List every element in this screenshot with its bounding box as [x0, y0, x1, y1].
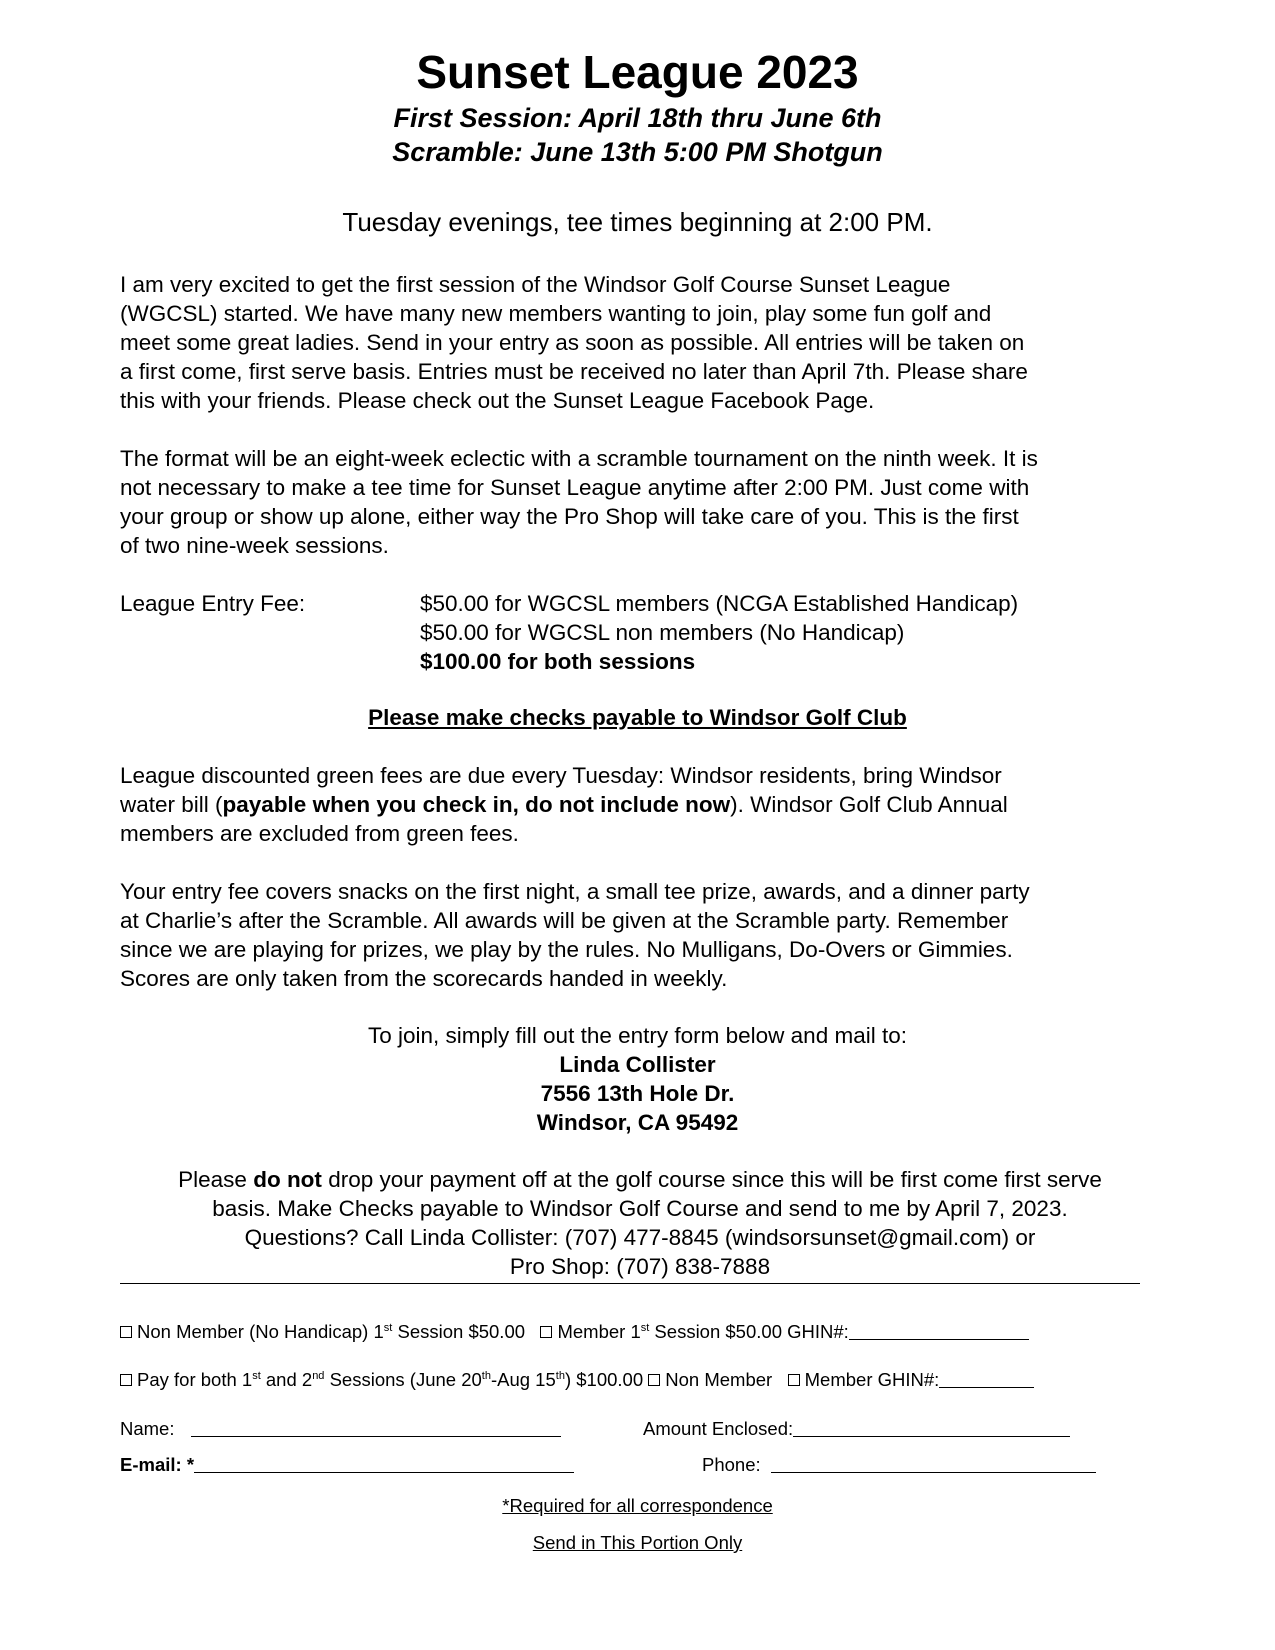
- pro-shop-line: Pro Shop: (707) 838-7888: [509, 1254, 771, 1279]
- email-field[interactable]: [194, 1454, 574, 1473]
- member-first-session-checkbox[interactable]: [540, 1326, 552, 1338]
- payment-line: basis. Make Checks payable to Windsor Golf Course and send to me by April 7, 2023.: [212, 1196, 1068, 1221]
- ghin-field-2[interactable]: [939, 1369, 1034, 1388]
- mail-city: Windsor, CA 95492: [536, 1110, 739, 1135]
- cut-line: [120, 1283, 1140, 1284]
- entry-fee-line: since we are playing for prizes, we play by the rules. No Mulligans, Do-Overs or Gimmies.: [120, 937, 1013, 962]
- name-row: [120, 1417, 561, 1441]
- mail-recipient: Linda Collister: [559, 1052, 716, 1077]
- fee-list: [420, 589, 1018, 676]
- format-line: of two nine-week sessions.: [120, 533, 389, 558]
- green-fees-emphasis: payable when you check in, do not include now: [222, 792, 731, 817]
- required-note: *Required for all correspondence: [502, 1495, 773, 1516]
- format-line: The format will be an eight-week eclectic with a scramble tournament on the ninth week. It is: [120, 446, 1038, 471]
- page-title: Sunset League 2023: [416, 46, 859, 98]
- green-fees-line: League discounted green fees are due every Tuesday: Windsor residents, bring Windsor: [120, 763, 1002, 788]
- fee-member: $50.00 for WGCSL members (NCGA Established Handicap): [420, 591, 1019, 616]
- green-fees-paragraph: [120, 761, 1160, 848]
- green-fees-line: members are excluded from green fees.: [120, 821, 519, 846]
- phone-row: [702, 1453, 1096, 1477]
- scramble-date: Scramble: June 13th 5:00 PM Shotgun: [392, 137, 883, 167]
- both-sessions-checkbox[interactable]: [120, 1374, 132, 1386]
- payment-line: Please do not drop your payment off at the golf course since this will be first come first serve: [178, 1167, 1102, 1192]
- entry-fee-line: Your entry fee covers snacks on the first night, a small tee prize, awards, and a dinner party: [120, 879, 1030, 904]
- format-line: your group or show up alone, either way the Pro Shop will take care of you. This is the first: [120, 504, 1019, 529]
- intro-paragraph: [120, 270, 1160, 415]
- payment-instructions: [110, 1165, 1170, 1281]
- fee-non-member: $50.00 for WGCSL non members (No Handicap): [420, 620, 905, 645]
- fee-label: League Entry Fee:: [120, 591, 306, 616]
- email-label: E-mail: *: [120, 1454, 195, 1475]
- intro-line: a first come, first serve basis. Entries must be received no later than April 7th. Please share: [120, 359, 1028, 384]
- entry-fee-paragraph: [120, 877, 1160, 993]
- intro-line: this with your friends. Please check out the Sunset League Facebook Page.: [120, 388, 875, 413]
- non-member-first-session-checkbox[interactable]: [120, 1326, 132, 1338]
- phone-field[interactable]: [771, 1454, 1096, 1473]
- non-member-checkbox[interactable]: [648, 1374, 660, 1386]
- intro-line: (WGCSL) started. We have many new members wanting to join, play some fun golf and: [120, 301, 992, 326]
- session-dates: First Session: April 18th thru June 6th: [393, 103, 882, 133]
- mail-street: 7556 13th Hole Dr.: [540, 1081, 735, 1106]
- green-fees-line: water bill (payable when you check in, do not include now). Windsor Golf Club Annual: [120, 792, 1008, 817]
- tee-time-note: Tuesday evenings, tee times beginning at 2:00 PM.: [342, 207, 933, 237]
- mail-instructions: To join, simply fill out the entry form below and mail to:: [368, 1023, 907, 1048]
- email-row: [120, 1453, 574, 1477]
- amount-row: [643, 1417, 1070, 1441]
- send-portion-note: Send in This Portion Only: [532, 1532, 743, 1553]
- entry-options-row-2: Pay for both 1st and 2nd Sessions (June 20th-Aug 15th) $100.00 Non Member Member GHIN#:: [120, 1368, 1034, 1392]
- entry-options-row-1: Non Member (No Handicap) 1st Session $50.00 Member 1st Session $50.00 GHIN#:: [120, 1320, 1029, 1344]
- amount-label: Amount Enclosed:: [643, 1418, 794, 1439]
- contact-line: Questions? Call Linda Collister: (707) 477-8845 (windsorsunset@gmail.com) or: [244, 1225, 1036, 1250]
- format-paragraph: [120, 444, 1160, 560]
- format-line: not necessary to make a tee time for Sunset League anytime after 2:00 PM. Just come with: [120, 475, 1030, 500]
- checks-payable-note: Please make checks payable to Windsor Golf Club: [368, 705, 907, 730]
- amount-field[interactable]: [793, 1418, 1070, 1437]
- entry-fee-line: Scores are only taken from the scorecards handed in weekly.: [120, 966, 728, 991]
- mailing-address: [0, 1021, 1275, 1137]
- phone-label: Phone:: [702, 1454, 761, 1475]
- ghin-field[interactable]: [849, 1321, 1029, 1340]
- entry-fee-line: at Charlie’s after the Scramble. All awards will be given at the Scramble party. Remember: [120, 908, 1009, 933]
- member-checkbox[interactable]: [788, 1374, 800, 1386]
- name-label: Name:: [120, 1418, 175, 1439]
- fee-both-sessions: $100.00 for both sessions: [420, 649, 696, 674]
- intro-line: I am very excited to get the first session of the Windsor Golf Course Sunset League: [120, 272, 951, 297]
- intro-line: meet some great ladies. Send in your entry as soon as possible. All entries will be taken on: [120, 330, 1025, 355]
- do-not-emphasis: do not: [253, 1167, 322, 1192]
- name-field[interactable]: [191, 1418, 561, 1437]
